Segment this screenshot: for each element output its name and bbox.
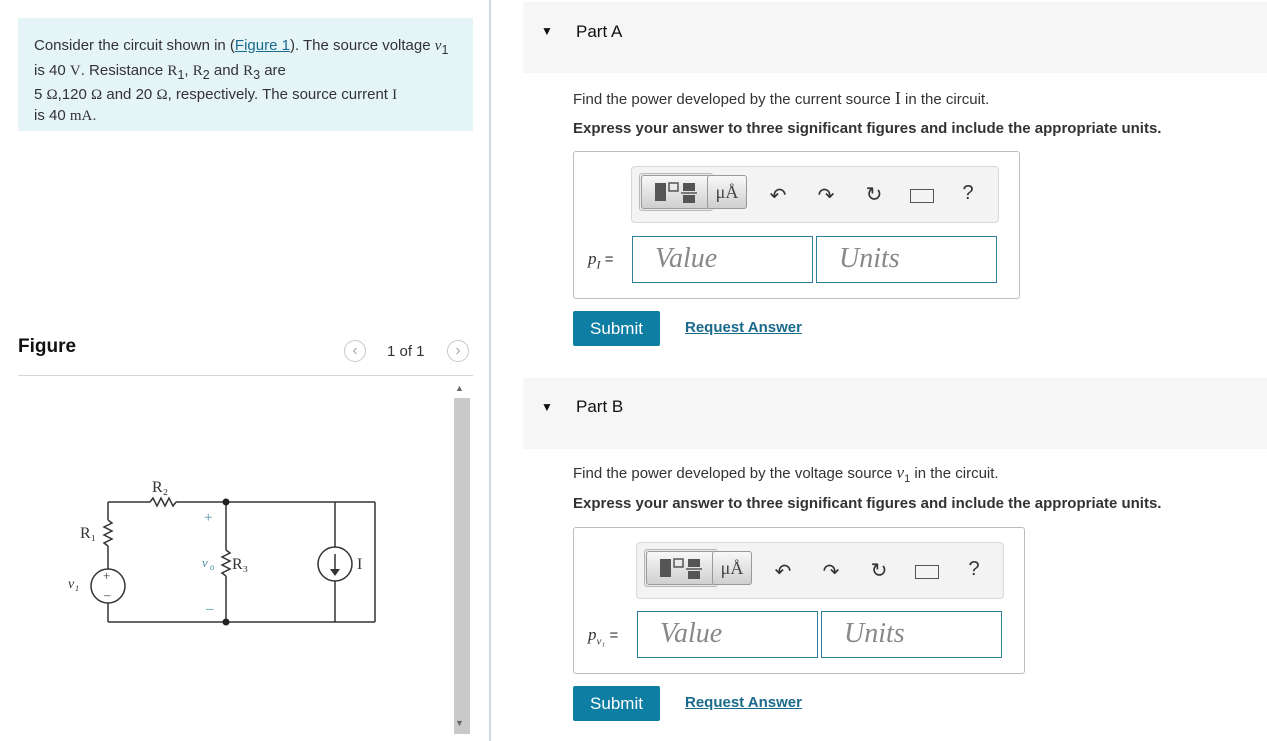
help-icon[interactable]: ? <box>968 558 980 580</box>
part-a-submit-button[interactable]: Submit <box>573 311 660 346</box>
caret-down-icon[interactable]: ▼ <box>541 24 553 38</box>
part-b-submit-button[interactable]: Submit <box>573 686 660 721</box>
undo-icon[interactable]: ↶ <box>774 561 792 583</box>
units-button[interactable]: μÅ <box>712 551 752 585</box>
label-v1-plus: + <box>103 568 111 583</box>
label-v1: v₁ <box>68 577 80 592</box>
part-b-value-input[interactable]: Value <box>637 611 818 658</box>
scroll-up-icon[interactable]: ▲ <box>455 383 464 393</box>
part-a-title: Part A <box>576 22 623 41</box>
help-icon[interactable]: ? <box>962 182 974 204</box>
part-a-units-input[interactable]: Units <box>816 236 997 283</box>
part-a-instruction: Express your answer to three significant figures and include the appropriate units. <box>573 120 1162 137</box>
resistor-r2 <box>150 498 176 506</box>
templates-button[interactable] <box>646 551 716 585</box>
caret-down-icon[interactable]: ▼ <box>541 400 553 414</box>
figure-divider <box>18 375 473 376</box>
label-r2: R₂ <box>152 479 169 496</box>
figure-prev-button[interactable] <box>344 340 366 362</box>
fraction-template-icon <box>651 181 701 203</box>
reset-icon[interactable]: ↻ <box>865 184 883 206</box>
label-vo: v <box>202 555 208 570</box>
part-a-var-label: $p_I$ = <box>588 249 614 272</box>
part-a-question: Find the power developed by the current source I in the circuit. <box>573 88 990 108</box>
undo-icon[interactable]: ↶ <box>769 185 787 207</box>
chevron-right-icon: › <box>455 342 461 359</box>
redo-icon[interactable]: ↷ <box>817 185 835 207</box>
chevron-left-icon: ‹ <box>352 342 358 359</box>
label-vo-sub: o <box>210 562 215 572</box>
figure-scrollbar[interactable] <box>454 398 470 734</box>
part-a-header[interactable] <box>523 2 1267 73</box>
resistor-r1 <box>104 520 112 546</box>
arrow-down-icon <box>330 569 340 576</box>
part-a-value-input[interactable]: Value <box>632 236 813 283</box>
problem-statement: Consider the circuit shown in (Figure 1). The source voltage $v_1$ is 40 V. Resistance $R_1$, $R_2$ and $R_3$ are 5 Ω,120 Ω and 20 Ω, respectively. The source current I is 40 mA. <box>34 37 449 124</box>
templates-button[interactable] <box>641 175 711 209</box>
units-button[interactable]: μÅ <box>707 175 747 209</box>
part-b-units-input[interactable]: Units <box>821 611 1002 658</box>
node-dot <box>223 619 230 626</box>
part-b-instruction: Express your answer to three significant figures and include the appropriate units. <box>573 495 1162 512</box>
label-vo-plus: + <box>204 510 213 526</box>
figure-counter: 1 of 1 <box>387 343 425 360</box>
label-r3: R₃ <box>232 556 249 573</box>
label-r1: R₁ <box>80 525 97 542</box>
part-b-request-answer-link[interactable]: Request Answer <box>685 694 802 711</box>
figure-next-button[interactable] <box>447 340 469 362</box>
label-vo-minus: – <box>206 601 214 617</box>
label-i: I <box>357 556 363 573</box>
part-b-question: Find the power developed by the voltage source $v_1$ in the circuit. <box>573 463 999 485</box>
reset-icon[interactable]: ↻ <box>870 560 888 582</box>
label-v1-minus: – <box>104 587 111 602</box>
part-b-header[interactable] <box>523 378 1267 449</box>
part-b-var-label: $p_{v_1}$ = <box>588 625 619 648</box>
part-a-request-answer-link[interactable]: Request Answer <box>685 319 802 336</box>
circuit-diagram <box>55 470 395 640</box>
resistor-r3 <box>222 550 230 576</box>
part-b-title: Part B <box>576 397 624 416</box>
figure-title: Figure <box>18 336 77 357</box>
figure-link[interactable]: Figure 1 <box>234 37 290 54</box>
node-dot <box>223 499 230 506</box>
keyboard-icon[interactable] <box>910 189 934 203</box>
scroll-down-icon[interactable]: ▼ <box>455 718 464 728</box>
panel-divider <box>489 0 491 741</box>
redo-icon[interactable]: ↷ <box>822 561 840 583</box>
keyboard-icon[interactable] <box>915 565 939 579</box>
fraction-template-icon <box>656 557 706 579</box>
